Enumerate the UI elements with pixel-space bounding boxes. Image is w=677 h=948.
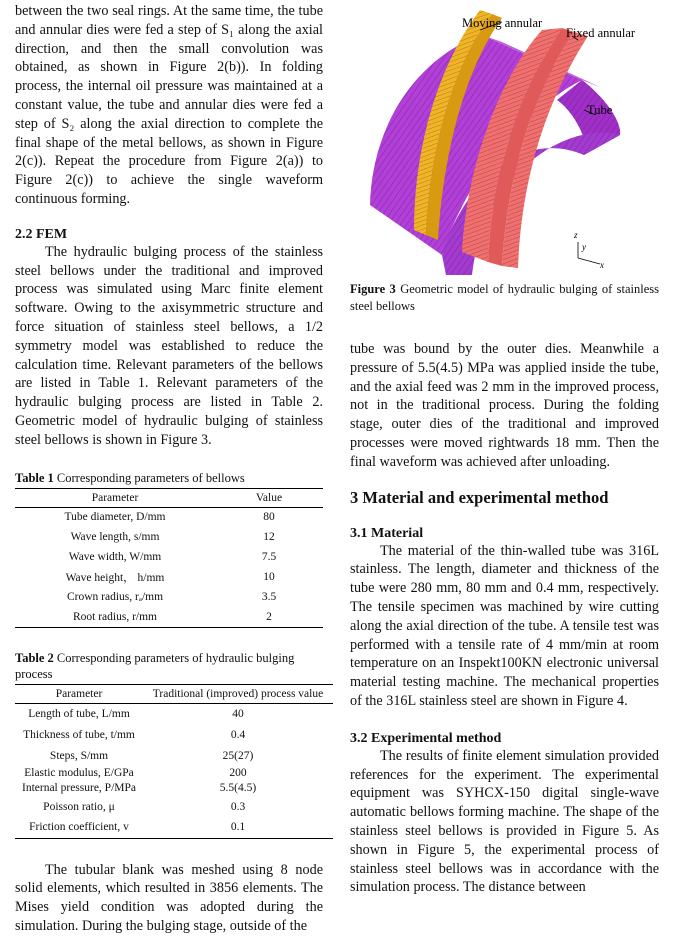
section-heading-3-1: 3.1 Material bbox=[350, 525, 424, 541]
table-row: Crown radius, rₐ/mm 3.5 bbox=[66, 591, 277, 604]
table-row: Wave height， h/mm 10 bbox=[65, 571, 275, 585]
fixed-annular-label: Fixed annular bbox=[566, 26, 636, 40]
axis-y-label: y bbox=[582, 242, 586, 252]
table-row: Poisson ratio, μ 0.3 bbox=[43, 800, 246, 813]
body-paragraph: The hydraulic bulging process of the stainless steel bellows under the traditional and improved process was simulated using Marc finite element software. Owing to the axisymmetric structure and force situation of stainless steel bellows, a 1/2 symmetry model was established to reduce the calculation time. Relevant parameters of the bellows are listed in Table 1. Relevant parameters of the hydraulic bulging process are listed in Table 2. Geometric model of hydraulic bulging of stainless steel bellows is shown in Figure 3. bbox=[15, 243, 323, 448]
left-column bbox=[15, 0, 323, 936]
table-caption: Table 2 Corresponding parameters of hydraulic bulging process bbox=[15, 650, 295, 681]
right-column bbox=[350, 0, 659, 897]
axis-z-label: z bbox=[574, 230, 578, 240]
parameters-table bbox=[15, 488, 323, 628]
table-caption: Table 1 Corresponding parameters of bellows bbox=[15, 470, 245, 485]
body-paragraph: between the two seal rings. At the same time, the tube and annular dies were fed a step of S₁ along the axial direction, and then the small convolution was obtained, as shown in Figure 2(b)). In folding process, the internal oil pressure was maintained at a constant value, the tube and annular dies were fed a step of S₂ along the axial direction to complete the final shape of the metal bellows, as shown in Figure 2(c)). Repeat the procedure from Figure 2(a)) to Figure 2(c)) to achieve the single waveform continuous forming. bbox=[15, 3, 323, 207]
tube-label: Tube bbox=[587, 103, 613, 117]
section-heading-fem: 2.2 FEM bbox=[15, 226, 68, 242]
body-paragraph: tube was bound by the outer dies. Meanwhile a pressure of 5.5(4.5) MPa was applied inside the tube, and the axial feed was 2 mm in the improved process, not in the traditional process. During the folding stage, outer dies of the traditional and improved processes were moved rightwards 18 mm. Then the final waveform was achieved after unloading. bbox=[350, 341, 659, 470]
body-paragraph: The results of finite element simulation provided references for the experiment. The experimental equipment was SYHCX-150 digital single-wave automatic bellows forming machine. The shape of the stainless steel bellows is provided in Figure 5. As shown in Figure 5, the experimental process of stainless steel bellows was in accordance with the simulation process. The distance between bbox=[350, 747, 659, 896]
table-row: Wave width, W/mm 7.5 bbox=[68, 551, 277, 564]
table-row: Thickness of tube, t/mm 0.4 bbox=[23, 728, 246, 741]
column-header: Traditional (improved) process value bbox=[143, 684, 333, 703]
table-row: Root radius, r/mm 2 bbox=[15, 607, 323, 627]
table-row: Wave length, s/mm 12 bbox=[70, 531, 275, 544]
body-paragraph: The tubular blank was meshed using 8 node solid elements, which resulted in 3856 elements. The Mises yield condition was adopted during the simulation. During the bulging stage, outside of the bbox=[15, 861, 323, 934]
body-paragraph: The material of the thin-walled tube was 316L stainless. The length, diameter and thickness of the tube were 280 mm, 80 mm and 0.4 mm, respectively. The tensile specimen was machined by wire cutting along the axial direction of the tube. A tensile test was performed with a tensile rate of 4 mm/min at room temperature on an Inspekt100KN electronic universal material testing machine. The mechanical properties of the 316L stainless steel are shown in Figure 4. bbox=[350, 542, 659, 709]
table-row: Friction coefficient, v 0.1 bbox=[15, 817, 333, 838]
table-row: Elastic modulus, E/GPa 200 bbox=[24, 767, 247, 780]
moving-annular-label: Moving annular bbox=[462, 16, 543, 30]
column-header: Parameter bbox=[15, 684, 143, 703]
section-heading-3-2: 3.2 Experimental method bbox=[350, 730, 502, 746]
table-row: Internal pressure, P/MPa 5.5(4.5) bbox=[21, 782, 257, 795]
figure-caption: Figure 3 Geometric model of hydraulic bulging of stainless steel bellows bbox=[350, 282, 659, 313]
table-row: Length of tube, L/mm 40 bbox=[28, 707, 244, 720]
table-row: Tube diameter, D/mm 80 bbox=[64, 511, 275, 524]
column-header: Value bbox=[215, 488, 323, 507]
table-2 bbox=[15, 650, 323, 839]
column-header: Parameter bbox=[15, 488, 215, 507]
axis-x-label: x bbox=[600, 260, 604, 270]
process-table bbox=[15, 684, 333, 839]
section-heading-3: 3 Material and experimental method bbox=[350, 487, 609, 507]
table-row: Steps, S/mm 25(27) bbox=[49, 749, 254, 762]
table-1 bbox=[15, 470, 323, 628]
